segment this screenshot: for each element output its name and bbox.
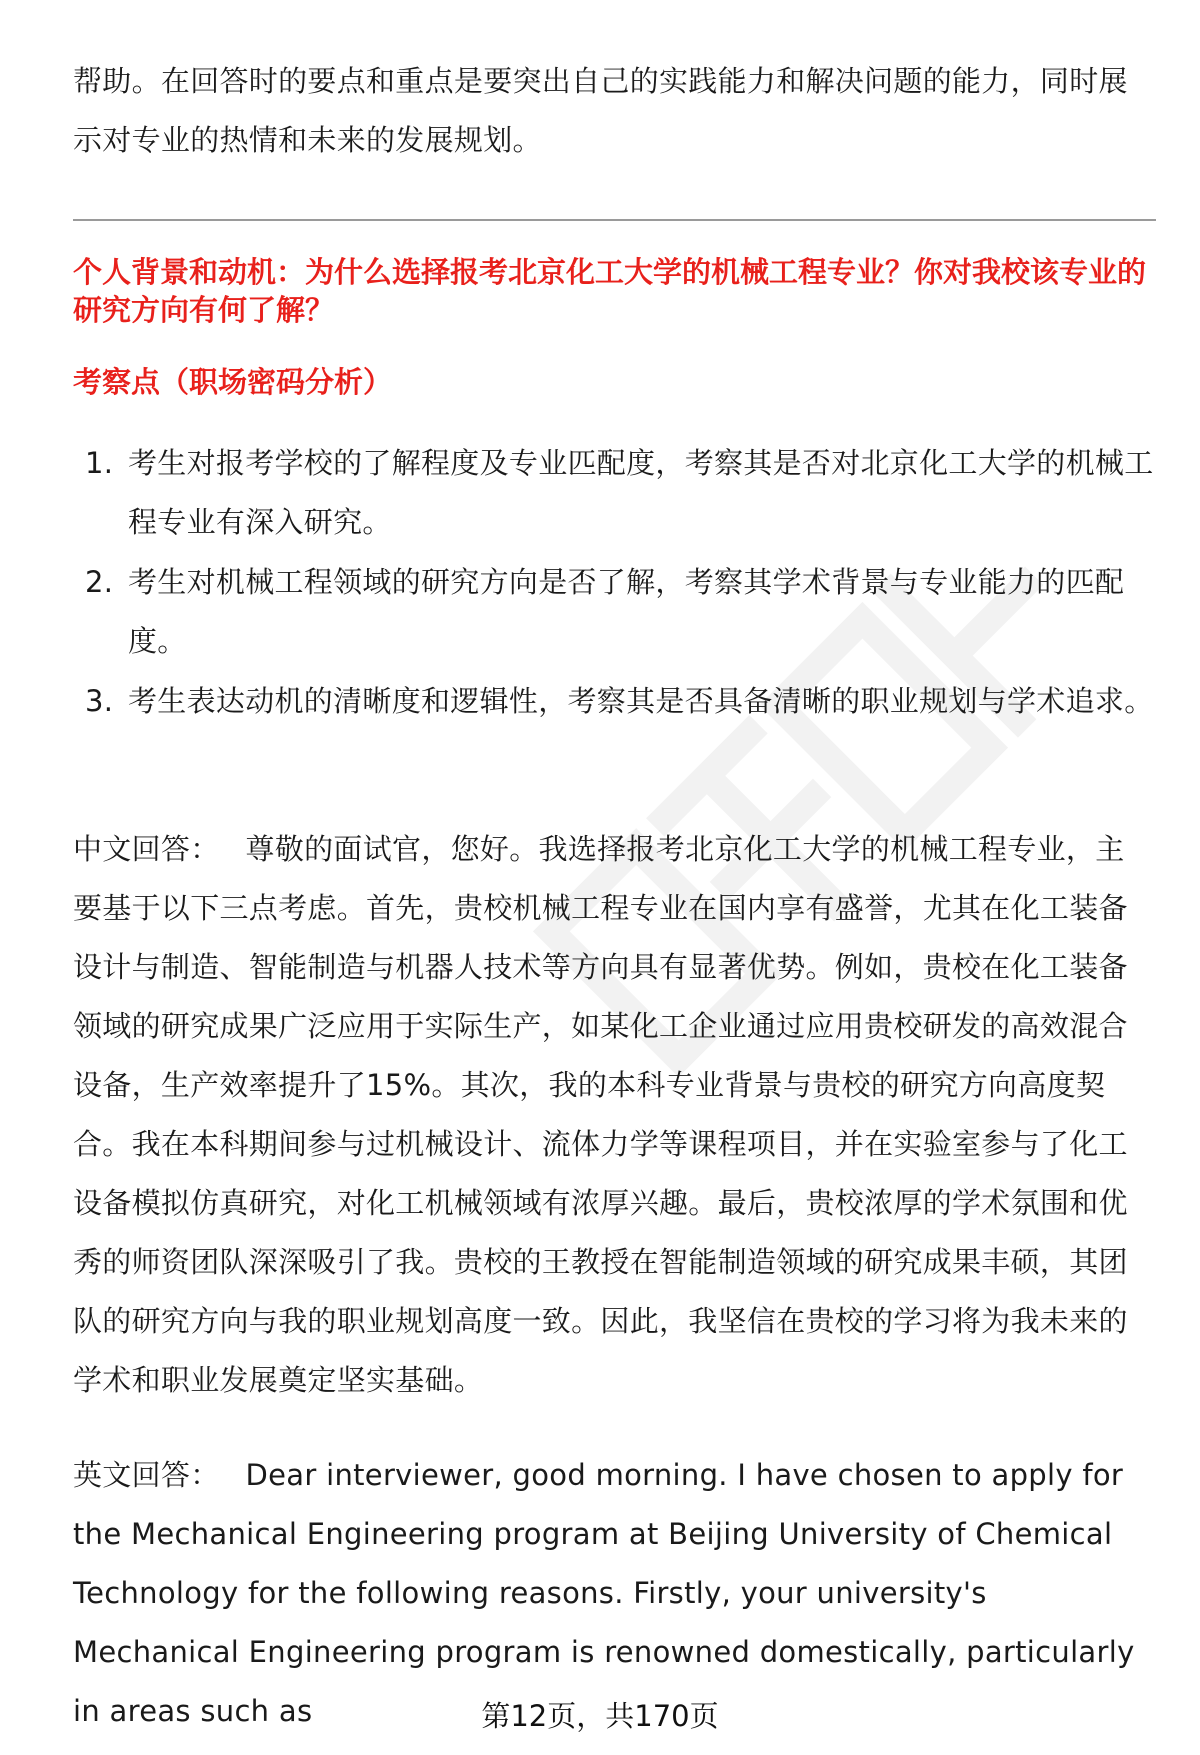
section-divider <box>73 219 1156 221</box>
point-text: 考生对机械工程领域的研究方向是否了解，考察其学术背景与专业能力的匹配度。 <box>128 565 1125 658</box>
question-heading: 个人背景和动机：为什么选择报考北京化工大学的机械工程专业？你对我校该专业的研究方向有何了解？ <box>73 255 1147 327</box>
evaluation-points-list <box>73 434 1158 732</box>
evaluation-point <box>73 434 1158 552</box>
chinese-answer <box>73 820 1153 1410</box>
chinese-answer-label: 中文回答： <box>73 832 220 866</box>
point-text: 考生表达动机的清晰度和逻辑性，考察其是否具备清晰的职业规划与学术追求。 <box>128 684 1154 718</box>
point-number: 2. <box>85 565 114 599</box>
evaluation-point <box>73 672 1158 731</box>
page-number-footer: 第12页，共170页 <box>481 1699 719 1733</box>
intro-paragraph: 帮助。在回答时的要点和重点是要突出自己的实践能力和解决问题的能力，同时展示对专业的热情和未来的发展规划。 <box>73 64 1128 157</box>
chinese-answer-text: 尊敬的面试官，您好。我选择报考北京化工大学的机械工程专业，主要基于以下三点考虑。首先，贵校机械工程专业在国内享有盛誉，尤其在化工装备设计与制造、智能制造与机器人技术等方向具有显著优势。例如，贵校在化工装备领域的研究成果广泛应用于实际生产，如某化工企业通过应用贵校研发的高效混合设备，生产效率提升了15%。其次，我的本科专业背景与贵校的研究方向高度契合。我在本科期间参与过机械设计、流体力学等课程项目，并在实验室参与了化工设备模拟仿真研究，对化工机械领域有浓厚兴趣。最后，贵校浓厚的学术氛围和优秀的师资团队深深吸引了我。贵校的王教授在智能制造领域的研究成果丰硕，其团队的研究方向与我的职业规划高度一致。因此，我坚信在贵校的学习将为我未来的学术和职业发展奠定坚实基础。 <box>73 832 1128 1397</box>
point-text: 考生对报考学校的了解程度及专业匹配度，考察其是否对北京化工大学的机械工程专业有深入研究。 <box>128 446 1154 539</box>
point-number: 3. <box>85 684 114 718</box>
english-answer-text: Dear interviewer, good morning. I have chosen to apply for the Mechanical Engineering program at Beijing University of Chemical Technology for the following reasons. Firstly, your university's Mechanical Engineering program is renowned domestically, particularly in areas such as <box>73 1458 1135 1728</box>
english-answer-label: 英文回答： <box>73 1458 220 1492</box>
evaluation-point <box>73 553 1158 671</box>
point-number: 1. <box>85 446 114 480</box>
evaluation-heading: 考察点（职场密码分析） <box>73 365 393 399</box>
